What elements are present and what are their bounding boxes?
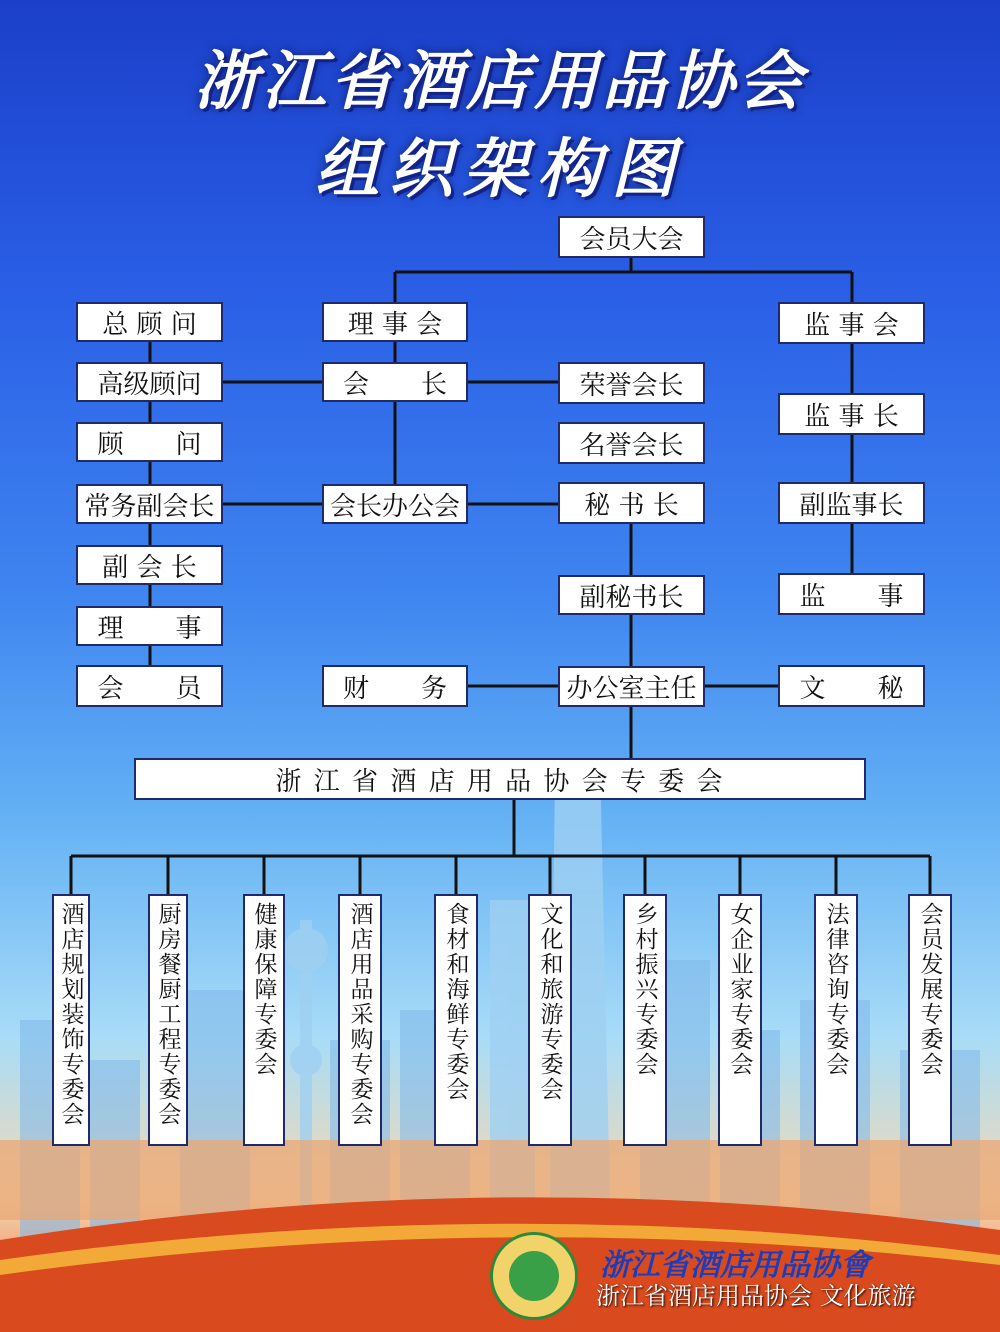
committee-health: 健康保障专委会 <box>243 894 285 1146</box>
committee-food-seafood: 食材和海鲜专委会 <box>434 894 478 1146</box>
committee-culture-tourism: 文化和旅游专委会 <box>528 894 572 1146</box>
committee-hotel-planning: 酒店规划装饰专委会 <box>52 894 90 1146</box>
box-committee-header: 浙 江 省 酒 店 用 品 协 会 专 委 会 <box>134 758 866 800</box>
box-president: 会 长 <box>322 362 468 402</box>
box-executive-vice-president: 常务副会长 <box>76 484 223 524</box>
committee-women-entrepreneurs: 女企业家专委会 <box>718 894 762 1146</box>
box-chief-advisor: 总 顾 问 <box>76 302 223 342</box>
page-subtitle: 组织架构图 <box>315 132 685 207</box>
box-finance: 财 务 <box>322 665 468 707</box>
box-advisor: 顾 问 <box>76 422 223 462</box>
box-member: 会 员 <box>76 665 223 707</box>
box-office-director: 办公室主任 <box>558 666 705 707</box>
committee-legal: 法律咨询专委会 <box>814 894 858 1146</box>
association-logo-icon <box>490 1232 578 1320</box>
footer-subtitle: 浙江省酒店用品协会 文化旅游 <box>596 1282 916 1310</box>
box-general-assembly: 会员大会 <box>558 216 705 258</box>
committee-rural-revitalization: 乡村振兴专委会 <box>623 894 667 1146</box>
box-honorable-president: 名誉会长 <box>558 422 705 464</box>
box-honorary-president: 荣誉会长 <box>558 362 705 404</box>
committee-procurement: 酒店用品采购专委会 <box>338 894 382 1146</box>
box-president-office: 会长办公会 <box>322 484 468 524</box>
box-supervisor: 监 事 <box>778 573 925 615</box>
committee-member-development: 会员发展专委会 <box>908 894 952 1146</box>
committee-kitchen-engineering: 厨房餐厨工程专委会 <box>148 894 188 1146</box>
page-title: 浙江省酒店用品协会 <box>194 44 806 119</box>
box-board: 理 事 会 <box>322 302 468 342</box>
box-director: 理 事 <box>76 606 223 646</box>
box-secretary: 文 秘 <box>778 665 925 707</box>
box-secretary-general: 秘 书 长 <box>558 482 705 524</box>
box-chief-supervisor: 监 事 长 <box>778 393 925 435</box>
box-deputy-chief-supervisor: 副监事长 <box>778 482 925 524</box>
box-supervisory-board: 监 事 会 <box>778 302 925 344</box>
box-senior-advisor: 高级顾问 <box>76 362 223 402</box>
box-deputy-secretary-general: 副秘书长 <box>558 575 705 615</box>
footer-org-name: 浙江省酒店用品协會 <box>600 1248 870 1283</box>
box-vice-president: 副 会 长 <box>76 545 223 585</box>
